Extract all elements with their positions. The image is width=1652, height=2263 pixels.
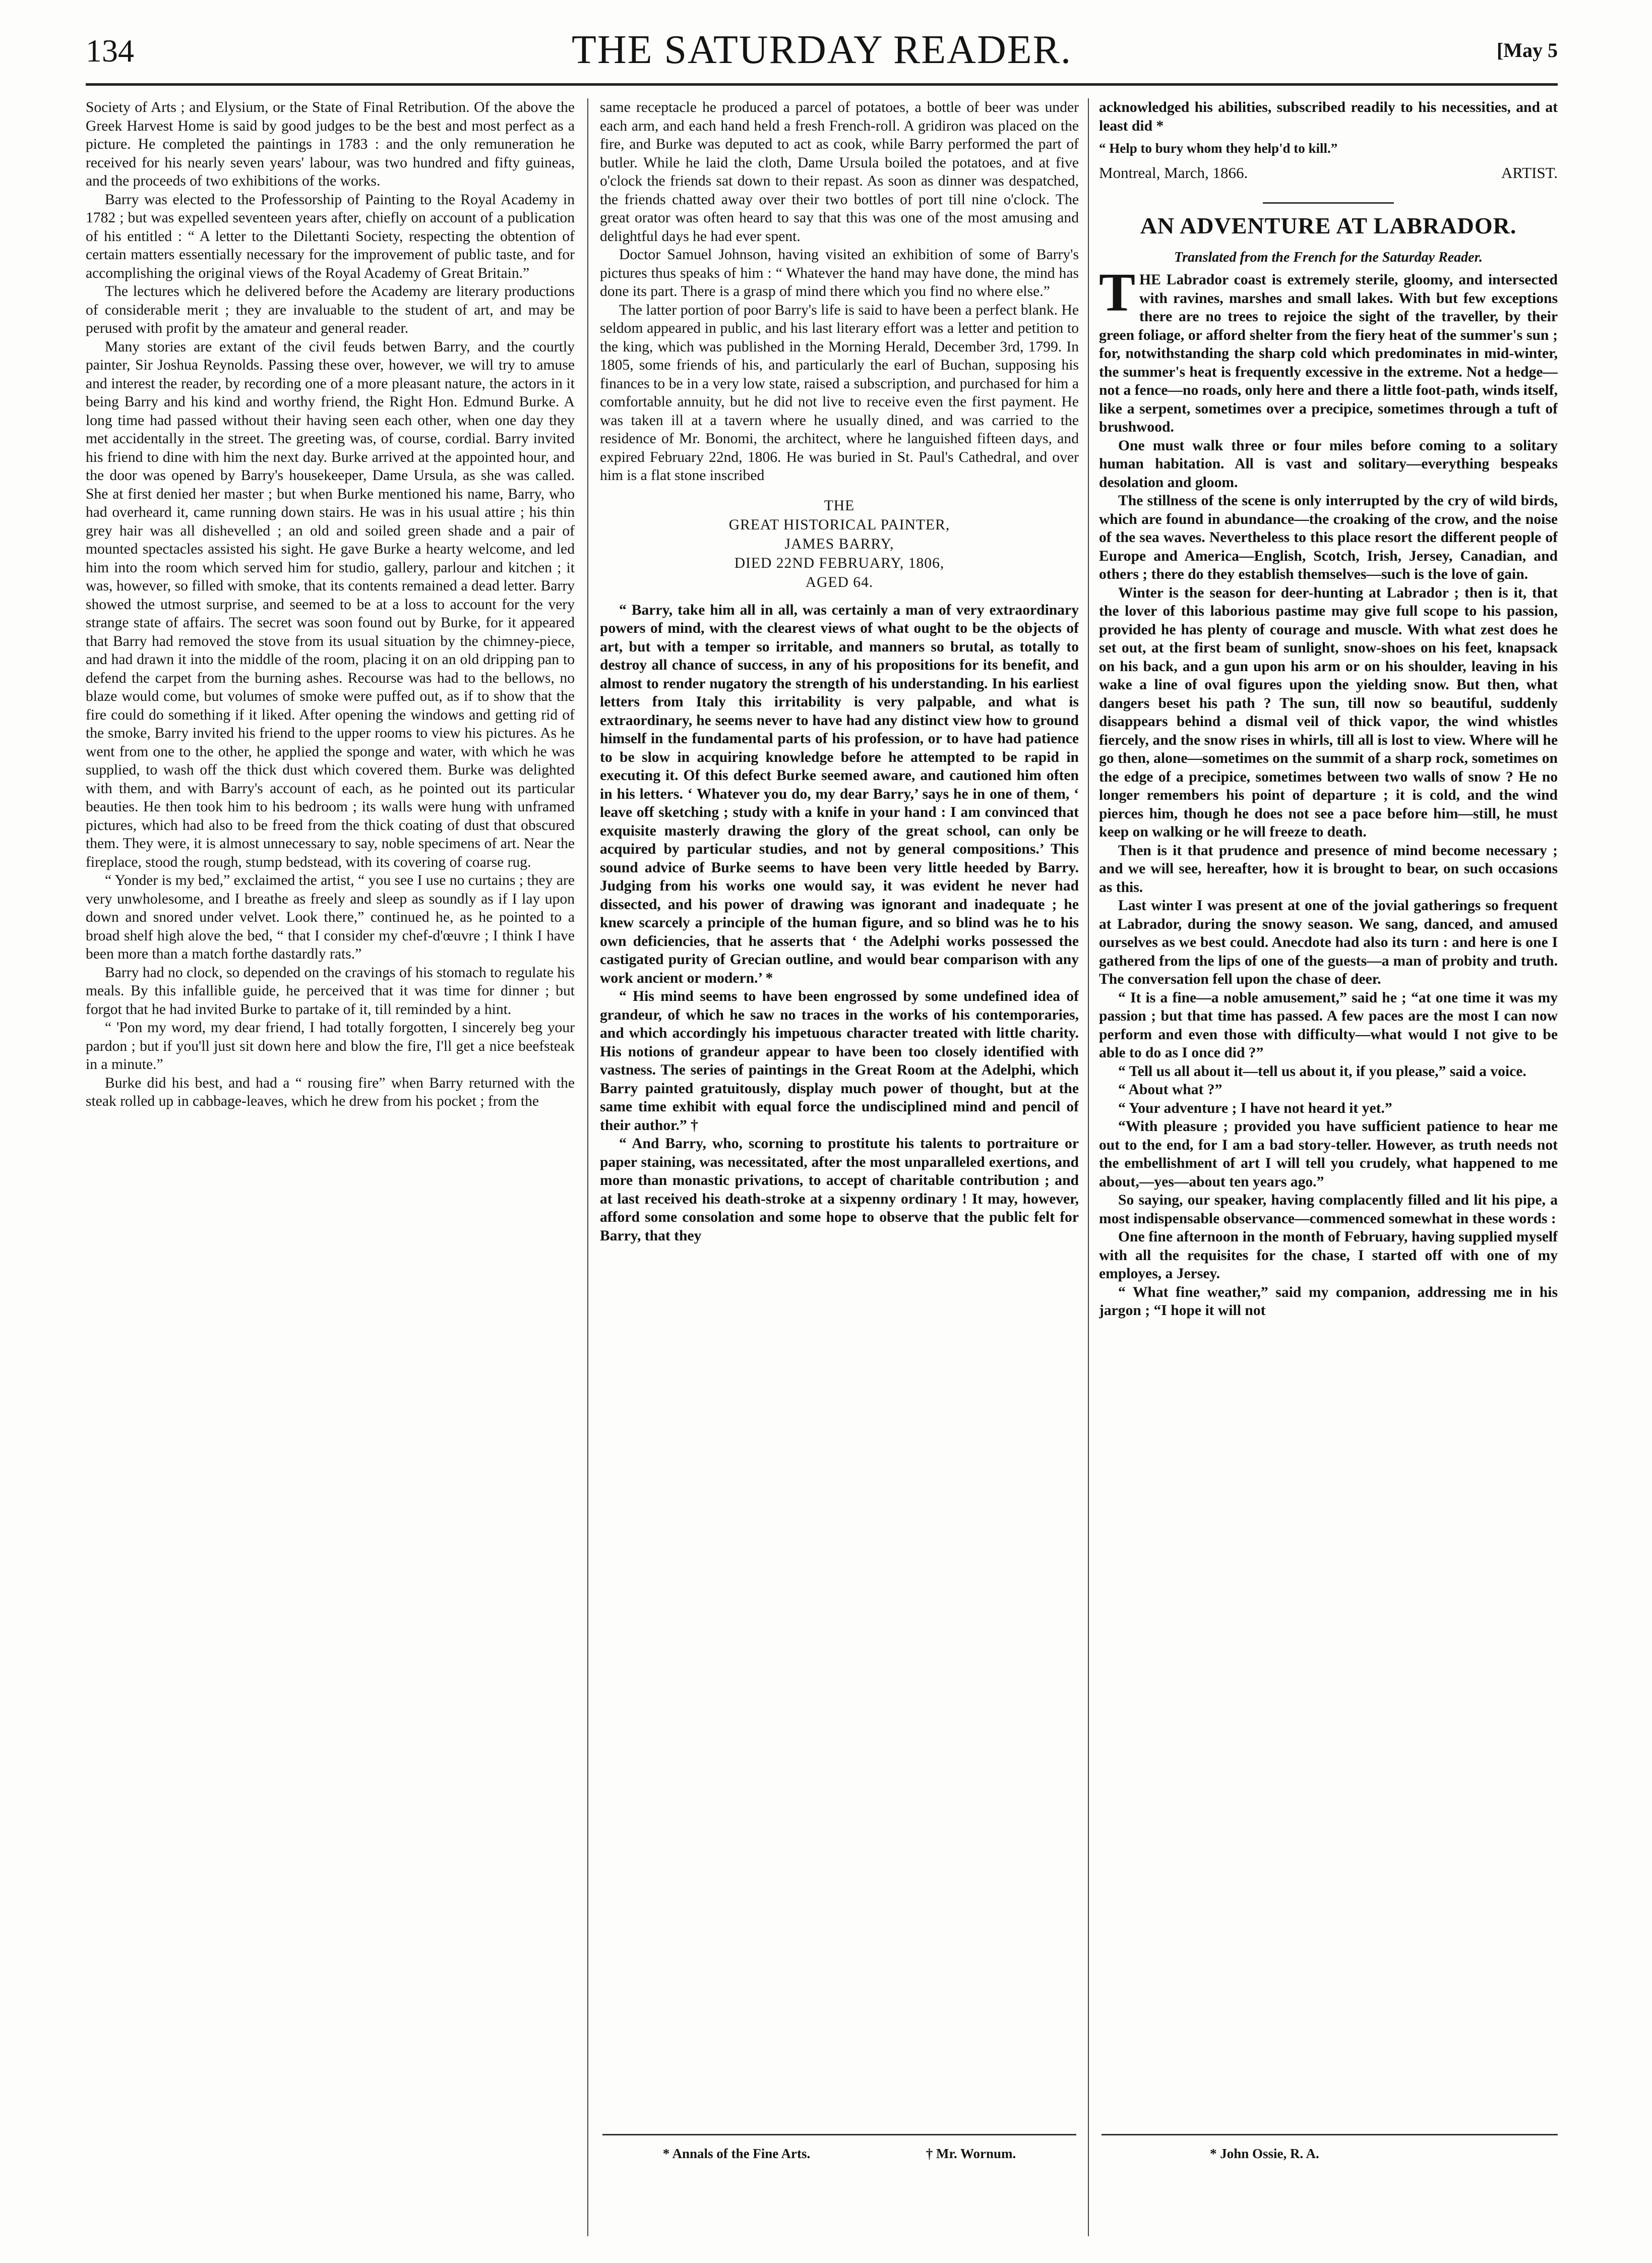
- section-rule: [1263, 202, 1394, 204]
- drop-cap: T: [1099, 263, 1136, 323]
- paragraph: “With pleasure ; provided you have sufficient patience to hear me out to the end, for I am a bad story-teller. However, as truth needs not the embellishment of art I will tell you crudely, what happened to me about,—yes—about ten years ago.”: [1099, 1118, 1558, 1190]
- column-2: [600, 98, 1079, 2133]
- paragraph: The latter portion of poor Barry's life is said to have been a perfect blank. He seldom appeared in public, and his last literary effort was a letter and petition to the king, which was published in the Morning Herald, December 3rd, 1799. In 1805, some friends of his, and particularly the earl of Buchan, supposing his finances to be in a very low state, raised a subscription, and purchased for him a comfortable annuity, but he did not live to receive even the first payment. He was taken ill at a tavern where he usually dined, and was carried to the residence of Mr. Bonomi, the architect, where he languished fifteen days, and expired February 22nd, 1806. He was buried in St. Paul's Cathedral, and over him is a flat stone inscribed: [600, 302, 1079, 484]
- paragraph: “ About what ?”: [1118, 1082, 1222, 1098]
- epitaph-line: GREAT HISTORICAL PAINTER,: [728, 516, 950, 533]
- footnote: † Mr. Wornum.: [926, 2146, 1016, 2161]
- paragraph: “ 'Pon my word, my dear friend, I had totally forgotten, I sincerely beg your pardon ; but if you'll just sit down here and blow the fire, I'll get a nice beefsteak in a minute.”: [86, 1020, 575, 1073]
- paragraph: Last winter I was present at one of the jovial gatherings so frequent at Labrador, during the snowy season. We sang, danced, and amused ourselves as we best could. Anecdote had also its turn : and here is one I gathered from the lips of one of the guests—a man of probity and truth. The conversation fell upon the chase of deer.: [1099, 898, 1558, 987]
- paragraph: Then is it that prudence and presence of mind become necessary ; and we will see, hereafter, how it is brought to bear, on such occasions as this.: [1099, 842, 1558, 896]
- paragraph: same receptacle he produced a parcel of potatoes, a bottle of beer was under each arm, and each hand held a fresh French-roll. A gridiron was placed on the fire, and Burke was deputed to act as cook, while Barry performed the part of butler. While he laid the cloth, Dame Ursula boiled the potatoes, and at five o'clock the friends sat down to their repast. As soon as dinner was despatched, the friends chatted away over their two bottles of port till nine o'clock. The great orator was often heard to say that this was one of the most amusing and delightful days he had ever spent.: [600, 99, 1079, 245]
- signoff-place: Montreal, March, 1866.: [1099, 163, 1248, 182]
- paragraph: Many stories are extant of the civil feuds betwen Barry, and the courtly painter, Sir Joshua Reynolds. Passing these over, however, we will try to amuse and interest the reader, by recording one of a more pleasant nature, the actors in it being Barry and his kind and worthy friend, the Right Hon. Edmund Burke. A long time had passed without their having seen each other, when one day they met accidentally in the street. The greeting was, of course, cordial. Barry invited his friend to dine with him the next day. Burke arrived at the appointed hour, and the door was opened by Barry's housekeeper, Dame Ursula, as she was called. She at first denied her master ; but when Burke mentioned his name, Barry, who had overheard it, came running down stairs. He was in his usual attire ; his thin grey hair was all dishevelled ; an old and soiled green shade and a pair of mounted spectacles assisted his sight. He gave Burke a hearty welcome, and led him into the room which served him for studio, gallery, parlour and kitchen ; it was, however, so filled with smoke, that its contents remained a dead letter. Barry showed the utmost surprise, and seemed to be at a loss to account for the very strange state of affairs. The secret was soon found out by Burke, for it appeared that Barry had removed the stove from its usual situation by the chimney-piece, and had drawn it into the middle of the room, placing it on an old dripping pan to defend the carpet from the burning ashes. Recourse was had to the bellows, no blaze would come, but volumes of smoke were puffed out, as if to show that the fire could do something if it liked. After opening the windows and getting rid of the smoke, Barry invited his friend to the upper rooms to view his pictures. As he went from one to the other, he applied the sponge and water, with which he was supplied, to wash off the thick dust which covered them. Burke was delighted with them, and with Barry's account of each, as he pointed out its particular beauties. He then took him to his bedroom ; its walls were hung with unframed pictures, which had also to be freed from the thick coating of dust that obscured them. They were, it is almost unnecessary to say, noble specimens of art. Near the fireplace, stood the rough, stump bedstead, with its covering of coarse rug.: [86, 338, 575, 870]
- paragraph: So saying, our speaker, having complacently filled and lit his pipe, a most indispensable observance—commenced somewhat in these words :: [1099, 1192, 1558, 1227]
- issue-date: [May 5: [1496, 39, 1558, 62]
- signoff-name: ARTIST.: [1501, 163, 1558, 182]
- epitaph-line: DIED 22ND FEBRUARY, 1806,: [734, 555, 945, 571]
- header-rule: [86, 83, 1558, 86]
- paragraph: Barry had no clock, so depended on the cravings of his stomach to regulate his meals. By this infallible guide, he perceived that it was time for dinner ; but forgot that he had invited Burke to partake of it, till reminded by a hint.: [86, 964, 575, 1018]
- paragraph: “ It is a fine—a noble amusement,” said he ; “at one time it was my passion ; but that time has passed. A few paces are the most I can now perform and even those with difficulty—what would I not give to be able to do as I once did ?”: [1099, 989, 1558, 1061]
- paragraph: acknowledged his abilities, subscribed readily to his necessities, and at least did *: [1099, 99, 1558, 134]
- paragraph: Barry was elected to the Professorship of Painting to the Royal Academy in 1782 ; but was expelled seventeen years after, chiefly on account of a publication of his entitled : “ A letter to the Dilettanti Society, respecting the obtention of certain matters essentially necessary for the improvement of public taste, and for accomplishing the original views of the Royal Academy of Great Britain.”: [86, 191, 575, 281]
- paragraph: The lectures which he delivered before the Academy are literary productions of considerable merit ; they are invaluable to the student of art, and may be perused with profit by the amateur and general reader.: [86, 283, 575, 336]
- paragraph: One fine afternoon in the month of February, having supplied myself with all the requisites for the chase, I started off with one of my employes, a Jersey.: [1099, 1229, 1558, 1282]
- paragraph: Doctor Samuel Johnson, having visited an exhibition of some of Barry's pictures thus speaks of him : “ Whatever the hand may have done, the mind has done its part. There is a grasp of mind there which you find no where else.”: [600, 247, 1079, 300]
- quoted-passage: [600, 601, 1079, 1245]
- paragraph: “ Barry, take him all in all, was certainly a man of very extraordinary powers of mind, with the clearest views of what ought to be the objects of art, but with a temper so irritable, and manners so brutal, as totally to destroy all chance of success, in any of his propositions for its benefit, and almost to render nugatory the strength of his understanding. In his earliest letters from Italy this irritability is very palpable, and what is extraordinary, he seems never to have had any distinct view how to ground himself in the fundamental parts of his profession, or to have had patience to be slow in acquiring knowledge before he attempted to be rapid in executing it. Of this defect Burke seemed aware, and cautioned him often in his letters. ‘ Whatever you do, my dear Barry,’ says he in one of them, ‘ leave off sketching ; study with a knife in your hand : I am convinced that exquisite masterly drawing the glory of the great school, can only be acquired by particular studies, and not by general compositions.’ This sound advice of Burke seems to have been very little heeded by Barry. Judging from his works one would say, it was evident he never had dissected, and his power of drawing was ignorant and inadequate ; he knew scarcely a principle of the human figure, and so blind was he to his own deficiencies, that he asserts that ‘ the Adelphi works possessed the castigated purity of Grecian outline, and would bear comparison with any work ancient or modern.’ *: [600, 602, 1079, 986]
- column-divider: [1088, 98, 1089, 2236]
- paragraph: “ Tell us all about it—tell us about it, if you please,” said a voice.: [1118, 1063, 1526, 1080]
- quote-line: “ Help to bury whom they help'd to kill.”: [1099, 141, 1338, 156]
- paragraph: “ His mind seems to have been engrossed by some undefined idea of grandeur, of which he saw no traces in the works of his contemporaries, and which accordingly his impetuous character treated with little charity. His notions of grandeur appear to have been too closely identified with vastness. The series of paintings in the Great Room at the Adelphi, which Barry painted gratuitously, display much power of thought, but at the same time exhibit with equal force the undisciplined mind and pencil of their author.” †: [600, 988, 1079, 1134]
- column-2-footnotes: [605, 2146, 1074, 2162]
- column-3: [1099, 98, 1558, 2125]
- paragraph: Society of Arts ; and Elysium, or the State of Final Retribution. Of the above the Greek Harvest Home is said by good judges to be the best and most perfect as a picture. He completed the paintings in 1783 : and the only remuneration he received for his nearly seven years' labour, was two hundred and fifty guineas, and the proceeds of two exhibitions of the works.: [86, 99, 575, 189]
- journal-title: THE SATURDAY READER.: [572, 28, 1072, 72]
- footnote: * John Ossie, R. A.: [1210, 2146, 1319, 2161]
- epitaph-line: JAMES BARRY,: [784, 535, 894, 552]
- epitaph-line: AGED 64.: [805, 574, 874, 590]
- article-title: AN ADVENTURE AT LABRADOR.: [1140, 213, 1517, 239]
- paragraph: “ Your adventure ; I have not heard it yet.”: [1118, 1100, 1392, 1116]
- paragraph: “ What fine weather,” said my companion, addressing me in his jargon ; “I hope it will not: [1099, 1284, 1558, 1319]
- signoff: [1099, 164, 1558, 183]
- paragraph: “ And Barry, who, scorning to prostitute his talents to portraiture or paper staining, was necessitated, after the most unparalleled exertions, and more than monastic privations, to accept of charitable contribution ; and at last received his death-stroke at a sixpenny ordinary ! It may, however, afford some consolation and some hope to observe that the public felt for Barry, that they: [600, 1136, 1079, 1244]
- column-1: [86, 98, 575, 2236]
- first-paragraph-text: HE Labrador coast is extremely sterile, gloomy, and intersected with ravines, marshes and small lakes. With but few exceptions there are no trees to rejoice the sight of the traveller, by their green foliage, or afford shelter from the fiery heat of the summer's sun ; for, notwithstanding the sharp cold which predominates in mid-winter, the summer's heat is frequently excessive in the extreme. Not a hedge—not a fence—no roads, only here and there a little foot-path, winds itself, like a serpent, sometimes over a precipice, sometimes through a tuft of brushwood.: [1099, 272, 1558, 435]
- page-header: [86, 25, 1558, 81]
- page-number: 134: [86, 33, 134, 69]
- paragraph: The stillness of the scene is only interrupted by the cry of wild birds, which are found in abundance—the croaking of the crow, and the noise of the sea waves. Nevertheless to this place resort the different people of Europe and America—English, Scotch, Irish, Jersey, Canadian, and others ; there do they establish themselves—such is the love of gain.: [1099, 493, 1558, 582]
- paragraph: Burke did his best, and had a “ rousing fire” when Barry returned with the steak rolled up in cabbage-leaves, which he drew from his pocket ; from the: [86, 1075, 575, 1109]
- epitaph-line: THE: [824, 497, 855, 514]
- paragraph: [1099, 263, 1558, 437]
- epitaph-inscription: [600, 496, 1079, 592]
- paragraph: “ Yonder is my bed,” exclaimed the artist, “ you see I use no curtains ; they are very unwholesome, and I breathe as freely and sleep as soundly as if I lay upon down and snored under velvet. Look there,” continued he, as he pointed to a broad shelf high alove the bed, “ that I consider my chef-d'œuvre ; I think I have been more than a match forthe dastardly rats.”: [86, 872, 575, 962]
- paragraph: One must walk three or four miles before coming to a solitary human habitation. All is vast and solitary—everything bespeaks desolation and gloom.: [1099, 437, 1558, 491]
- paragraph: Winter is the season for deer-hunting at Labrador ; then is it, that the lover of this laborious pastime may give full scope to his passion, provided he has plenty of courage and muscle. With what zest does he set out, at the first beam of sunlight, snow-shoes on his feet, knapsack on his back, and a gun upon his arm or on his shoulder, leaving in his wake a line of oval figures upon the yielding snow. But then, what dangers beset his path ? The sun, till now so beautiful, suddenly disappears behind a dismal veil of thick vapor, the wind whistles fiercely, and the snow rises in whirls, till all is lost to view. Where will he go then, alone—sometimes on the summit of a sharp rock, sometimes on the edge of a precipice, sometimes between two walls of snow ? He no longer remembers his point of departure ; it is cold, and the wind pierces him, though he does not see a pace before him—still, he must keep on walking or he will freeze to death.: [1099, 584, 1558, 840]
- footnote-rule: [602, 2134, 1076, 2135]
- column-divider: [587, 98, 588, 2236]
- footnote-rule: [1102, 2134, 1558, 2135]
- footnote: * Annals of the Fine Arts.: [662, 2146, 811, 2161]
- article-subtitle: Translated from the French for the Saturday Reader.: [1174, 249, 1483, 265]
